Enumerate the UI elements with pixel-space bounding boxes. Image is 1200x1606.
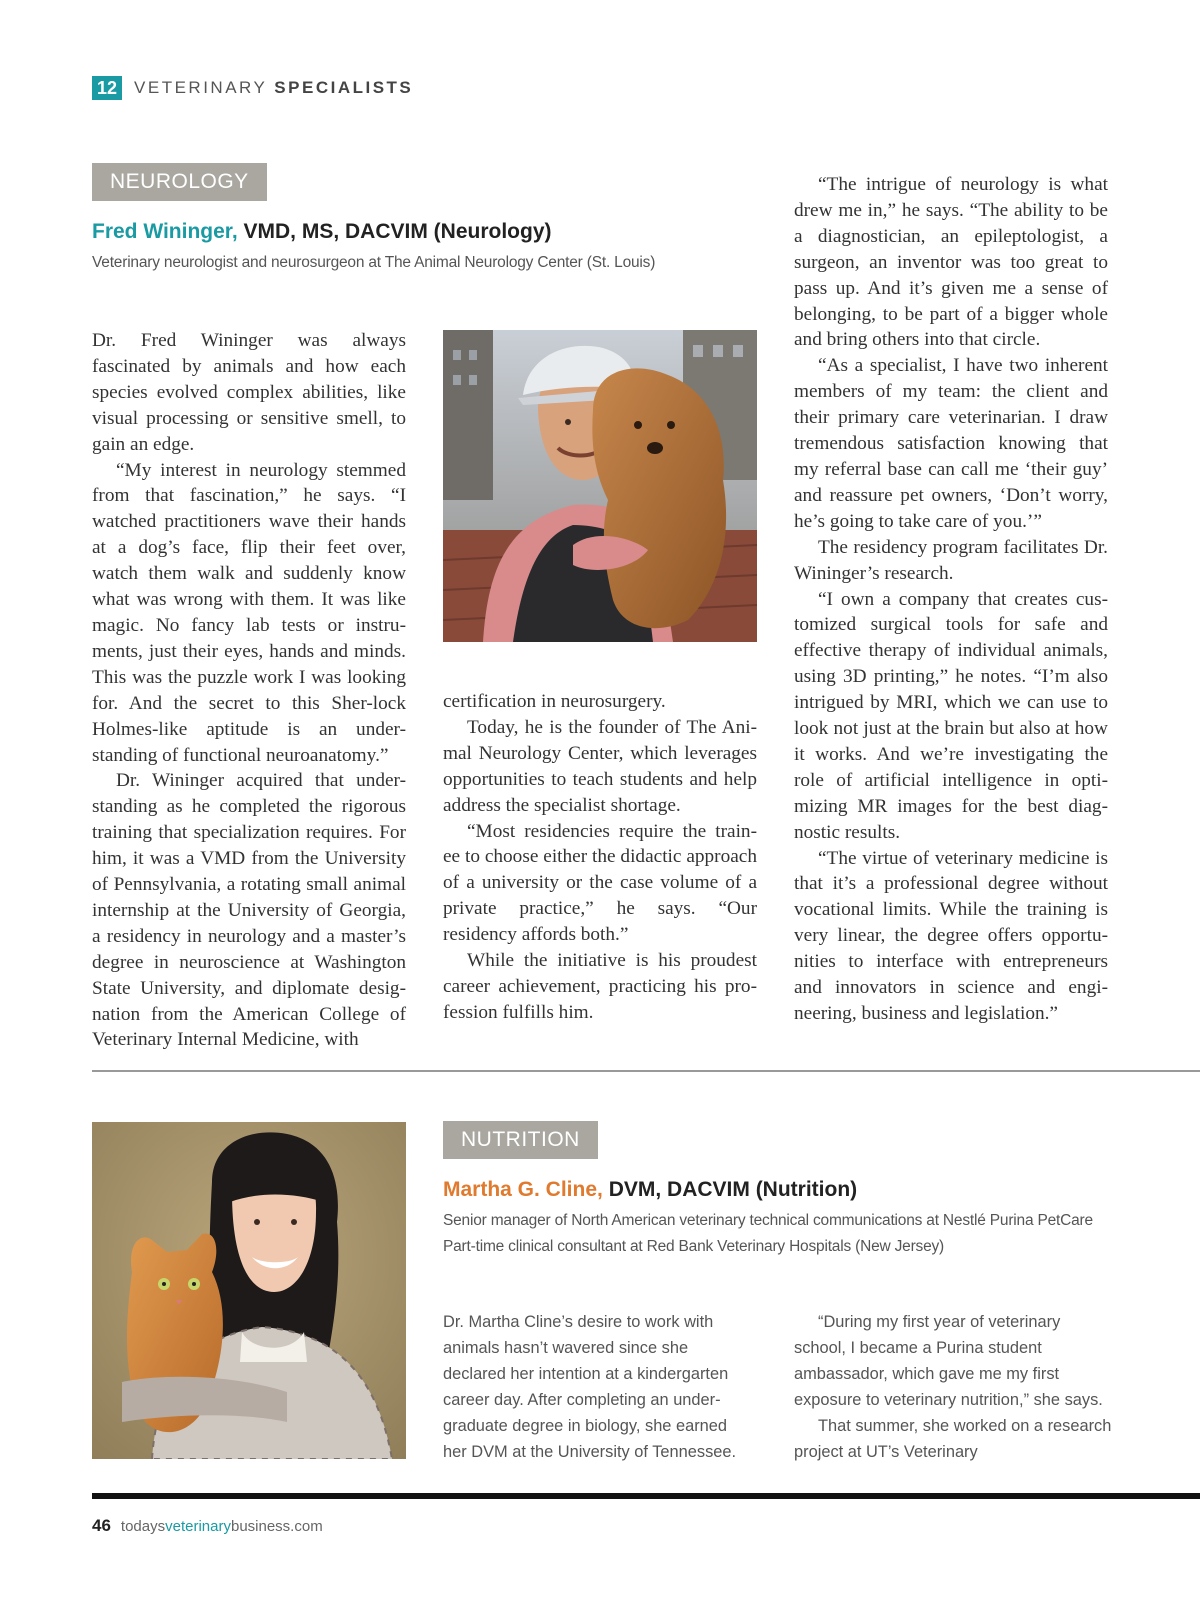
man-with-dog-illustration <box>443 330 757 642</box>
nutrition-specialist-name: Martha G. Cline, DVM, DACVIM (Nutrition) <box>443 1178 858 1201</box>
paragraph: Today, he is the founder of The Ani-mal Neurology Center, which leverages opportunities to teach students and help address the specialist shortage. <box>443 716 757 816</box>
paragraph: “Most residencies require the train-ee to choose either the didactic approach of a university or the case volume of a private practice,” he says. “Our residency affords both.” <box>443 820 757 946</box>
paragraph: Dr. Wininger acquired that under-standing as he completed the rigorous training that specialization requires. For him, it was a VMD from the University of Pennsylvania, a rotating small animal internship at the University of Georgia, a residency in neurology and a master’s degree in neuroscience at Washington State University, and diplomate desig-nation from the American College of Veterinary Internal Medicine, with <box>92 770 406 1051</box>
neurology-column-2 <box>443 689 757 1026</box>
paragraph: The residency program facilitates Dr. Wininger’s research. <box>794 536 1108 584</box>
paragraph: That summer, she worked on a research project at UT’s Veterinary <box>794 1416 1112 1461</box>
section-number: 12 <box>92 76 122 100</box>
paragraph: certification in neurosurgery. <box>443 691 666 712</box>
nutrition-column-2 <box>443 1310 753 1465</box>
page-number: 46 <box>92 1516 111 1535</box>
photo-man-holding-dog <box>443 330 757 642</box>
section-divider <box>92 1070 1200 1072</box>
nutrition-subtitle-consultant: Part-time clinical consultant at Red Bank Veterinary Hospitals (New Jersey) <box>443 1238 945 1255</box>
nutrition-column-3 <box>794 1310 1114 1465</box>
neurology-subtitle: Veterinary neurologist and neurosurgeon at The Animal Neurology Center (St. Louis) <box>92 254 656 271</box>
page-footer <box>92 1516 323 1536</box>
woman-with-cat-illustration <box>92 1122 406 1459</box>
section-header <box>92 75 413 101</box>
paragraph: “As a specialist, I have two inherent members of my team: the client and their primary care veterinarian. I draw tremendous satisfaction knowing that my referral base can call me ‘their guy’ and reassure pet owners, ‘Don’t worry, he’s going to take care of you.’” <box>794 355 1108 532</box>
page-bottom-rule <box>92 1493 1200 1499</box>
nutrition-tag: NUTRITION <box>443 1121 598 1159</box>
paragraph: “During my first year of veterinary school, I became a Purina student ambassador, which gave me my first exposure to veterinary nutrition,” she says. <box>794 1313 1103 1409</box>
paragraph: “The intrigue of neurology is what drew me in,” he says. “The ability to be a diagnostician, an epileptologist, a surgeon, an inventor was too great to pass up. And it’s given me a sense of belonging, to be part of a bigger whole and bring others into that circle. <box>794 174 1108 351</box>
paragraph: “The virtue of veterinary medicine is that it’s a professional degree without vocational limits. While the training is very linear, the degree offers opportu-nities to interface with entrepreneurs and innovators in science and engi-neering, business and legislation.” <box>794 847 1108 1024</box>
neurology-tag: NEUROLOGY <box>92 163 267 201</box>
paragraph: “I own a company that creates cus-tomized surgical tools for safe and effective therapy of individual animals, using 3D printing,” he notes. “I’m also intrigued by MRI, which we can use to look not just at the brain but also at how it works. And we’re investigating the role of artificial intelligence in opti-mizing MR images for the best diag-nostic results. <box>794 588 1108 843</box>
photo-woman-holding-cat <box>92 1122 406 1459</box>
nutrition-subtitle-role: Senior manager of North American veterinary technical communications at Nestlé Purina PetCare <box>443 1212 1093 1229</box>
paragraph: Dr. Fred Wininger was always fascinated by animals and how each species evolved complex abilities, like visual processing or sensitive smell, to gain an edge. <box>92 330 406 455</box>
paragraph: “My interest in neurology stemmed from that fascination,” he says. “I watched practitioners wave their hands at a dog’s face, flip their feet over, watch them walk and suddenly know what was wrong with them. It was like magic. No fancy lab tests or instru-ments, just their eyes, hands and minds. This was the puzzle work I was looking for. And the secret to this Sher-lock Holmes-like aptitude is an under-standing of functional neuroanatomy.” <box>92 459 406 766</box>
neurology-column-1 <box>92 328 406 1053</box>
paragraph: While the initiative is his proudest career achievement, practicing his pro-fession fulfills him. <box>443 950 757 1023</box>
neurology-column-3 <box>794 172 1108 1027</box>
website-url[interactable]: todaysveterinarybusiness.com <box>120 1518 323 1535</box>
section-title: VETERINARY SPECIALISTS <box>134 78 414 97</box>
neurology-specialist-name: Fred Wininger, VMD, MS, DACVIM (Neurology) <box>92 220 552 243</box>
paragraph: Dr. Martha Cline’s desire to work with animals hasn’t wavered since she declared her intention at a kindergarten career day. After completing an under-graduate degree in biology, she earned her DVM at the University of Tennessee. <box>443 1313 737 1461</box>
